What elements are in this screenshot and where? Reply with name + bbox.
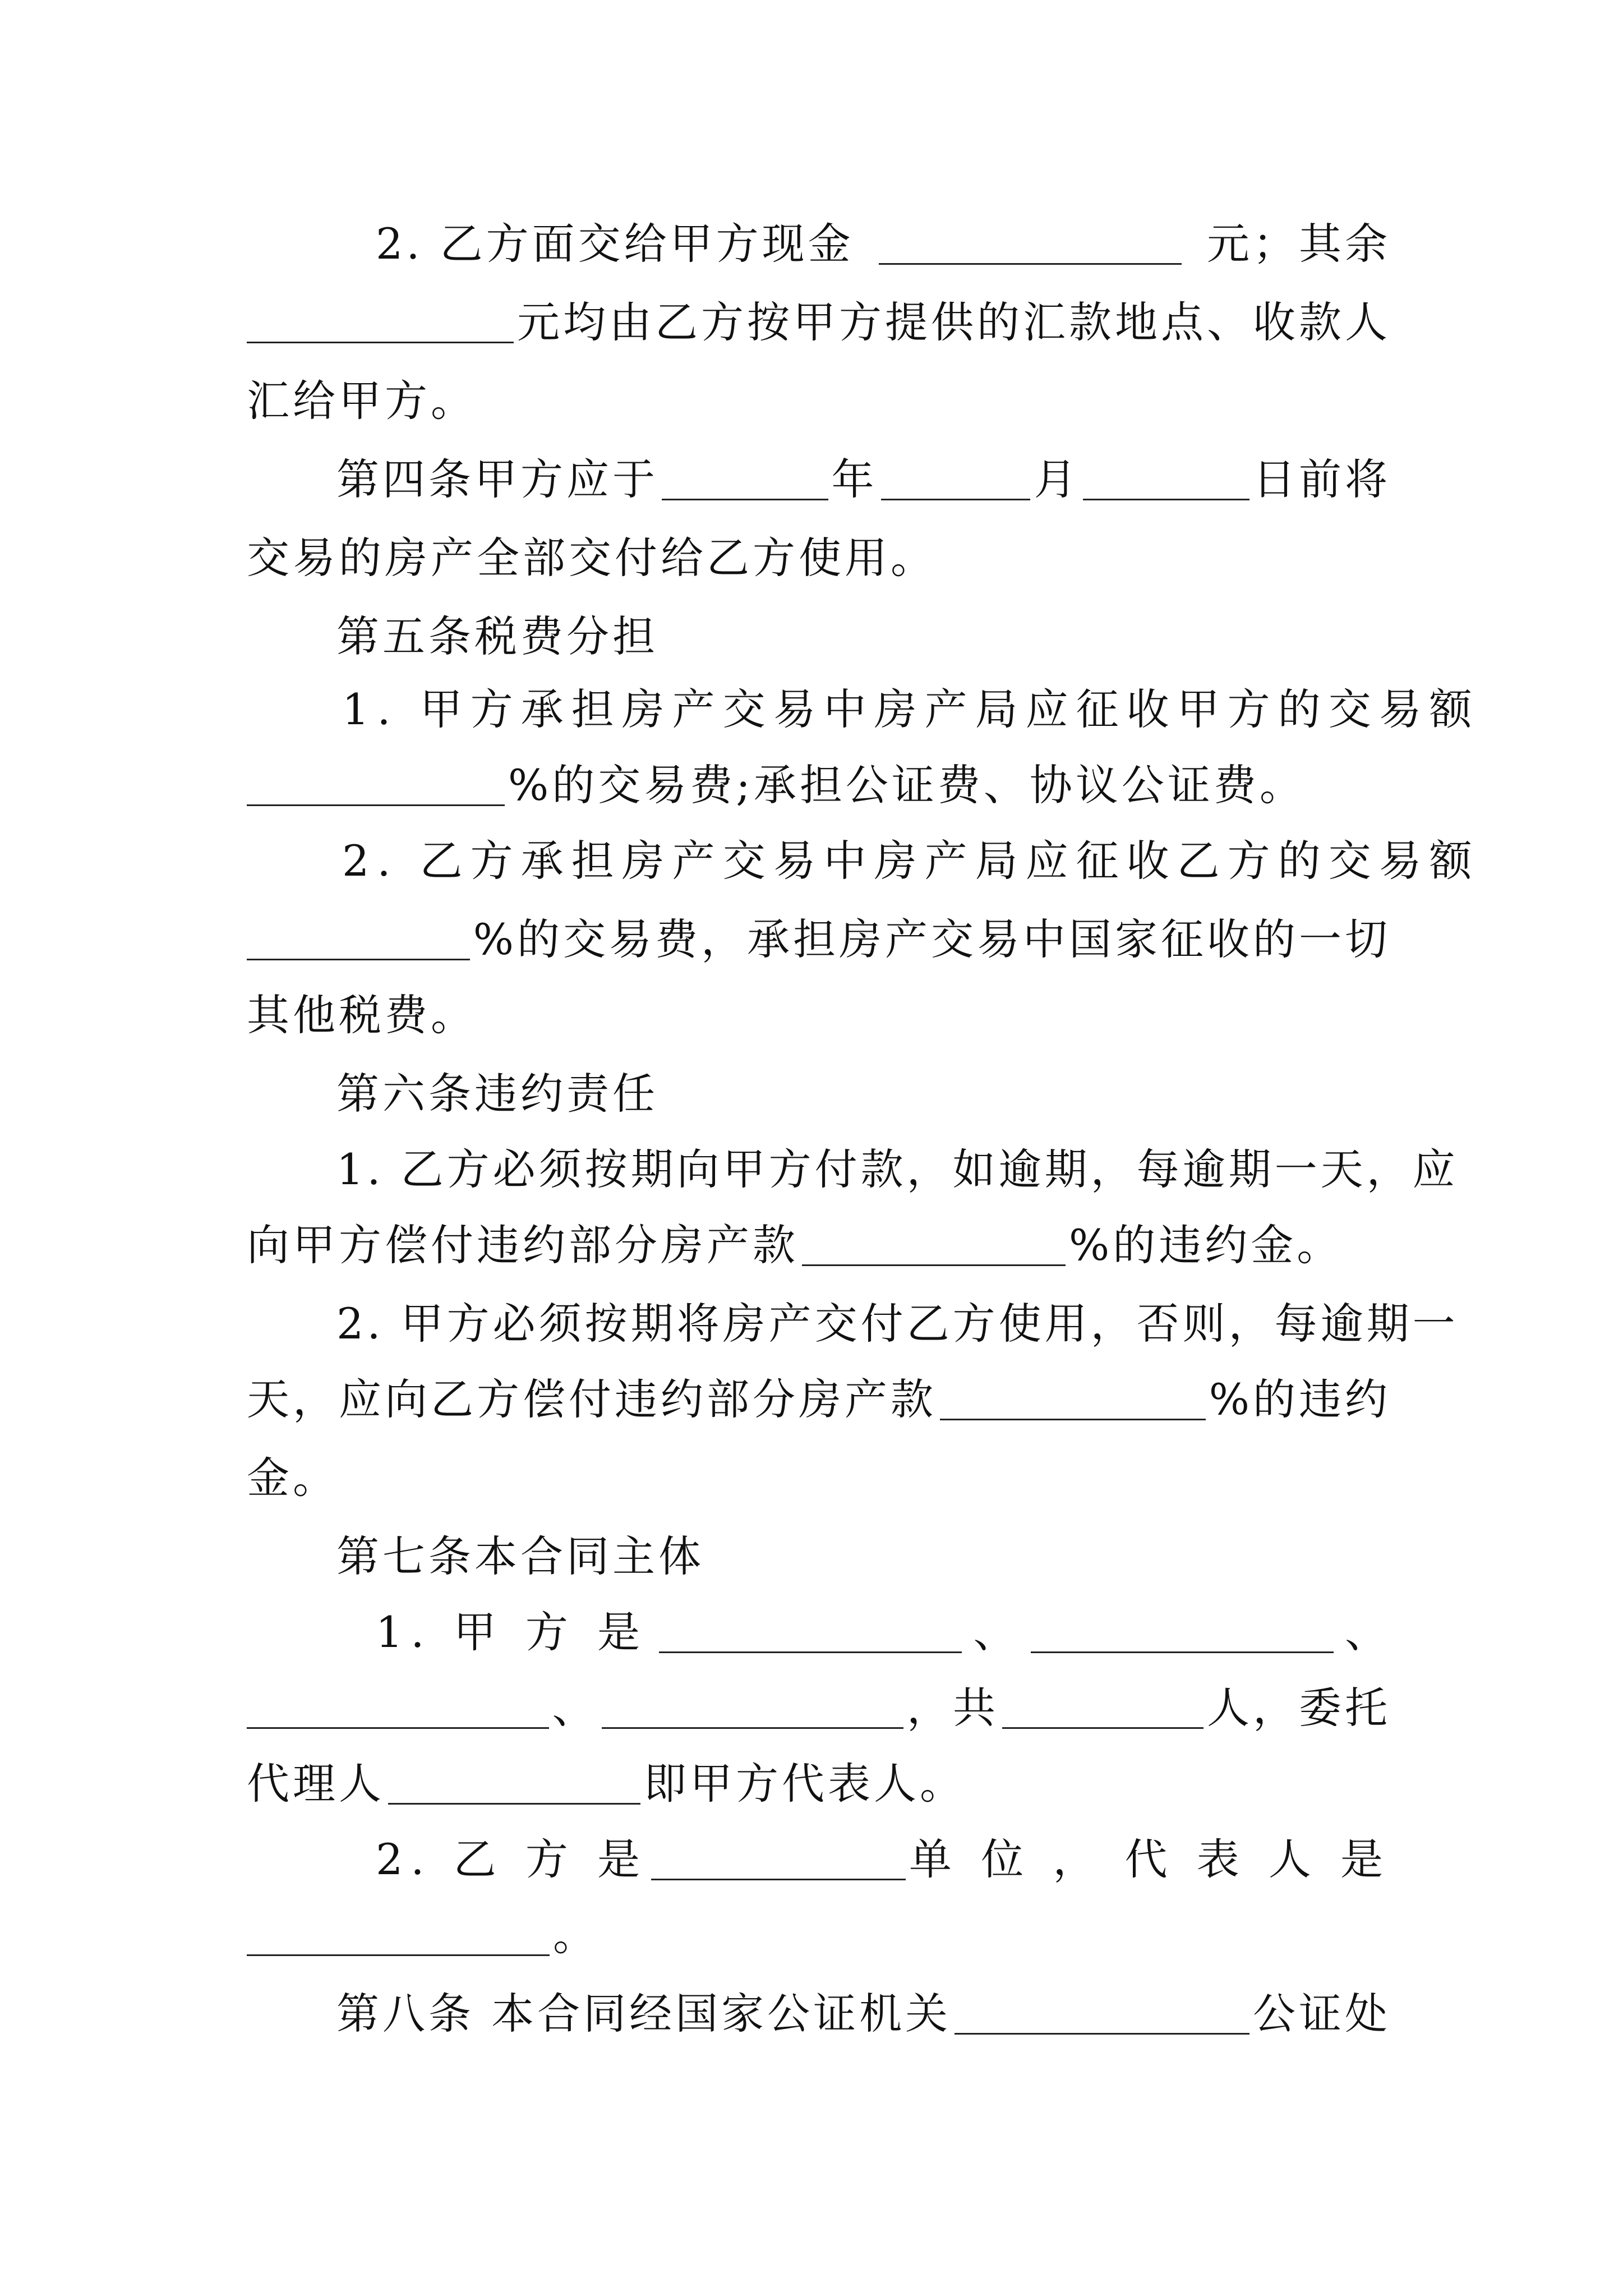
text-segment: ，共	[907, 1683, 999, 1733]
blank-field-notary[interactable]	[955, 1998, 1249, 2035]
text-segment: 日前将	[1252, 454, 1391, 504]
section-heading	[247, 1055, 1391, 1133]
text-segment: 即甲方代表人。	[644, 1759, 966, 1809]
paragraph-line	[247, 440, 1391, 519]
paragraph-line	[247, 283, 1391, 362]
paragraph-line	[247, 1820, 1391, 1899]
section-heading	[247, 597, 1391, 676]
text-segment: 第七条本合同主体	[336, 1531, 704, 1581]
paragraph-line	[247, 670, 1480, 749]
paragraph-line	[247, 746, 1391, 825]
paragraph-line	[247, 1285, 1459, 1363]
blank-field-penalty-b[interactable]	[940, 1384, 1206, 1420]
blank-field-cash[interactable]	[879, 228, 1182, 265]
text-segment: 向甲方偿付违约部分房产款	[247, 1220, 799, 1270]
section-heading	[247, 1517, 1391, 1596]
blank-field-party-b-unit[interactable]	[651, 1844, 906, 1880]
blank-field-penalty-a[interactable]	[802, 1230, 1066, 1266]
text-segment: 1. 乙方必须按期向甲方付款，如逾期，每逾期一天，应	[336, 1144, 1459, 1194]
paragraph-line	[247, 205, 1391, 283]
paragraph-line	[247, 519, 1391, 597]
text-segment: 第八条 本合同经国家公证机关	[336, 1989, 952, 2039]
paragraph-line	[247, 822, 1480, 900]
paragraph-line	[247, 1745, 1391, 1823]
text-segment: 元均由乙方按甲方提供的汇款地点、收款人	[517, 297, 1391, 347]
blank-field-month[interactable]	[881, 464, 1031, 500]
text-segment: 公证处	[1253, 1989, 1391, 2039]
text-segment: 2. 乙 方 是	[376, 1834, 648, 1884]
blank-field-party-a-2[interactable]	[1031, 1617, 1334, 1653]
paragraph-line	[247, 1360, 1391, 1439]
blank-field-party-a-3[interactable]	[247, 1692, 549, 1729]
blank-field-fee-b[interactable]	[247, 924, 470, 960]
text-segment: 人，委托	[1207, 1683, 1391, 1733]
paragraph-line	[247, 1896, 1391, 1975]
section-heading	[247, 1975, 1391, 2053]
paragraph-line	[247, 1669, 1391, 1747]
paragraph-line	[247, 362, 1391, 440]
text-segment: 、	[552, 1683, 598, 1733]
blank-field-fee-a[interactable]	[247, 770, 505, 806]
text-segment: %的交易费;承担公证费、协议公证费。	[508, 760, 1306, 810]
text-segment: 元；其余	[1206, 219, 1391, 269]
blank-field-party-a-count[interactable]	[1002, 1692, 1204, 1729]
text-segment: 1. 甲方承担房产交易中房产局应征收甲方的交易额	[342, 684, 1480, 734]
text-segment: 交易的房产全部交付给乙方使用。	[247, 533, 937, 583]
text-segment: 第五条税费分担	[336, 611, 658, 661]
text-segment: 。	[553, 1910, 599, 1960]
blank-field-year[interactable]	[662, 464, 828, 500]
text-segment: 天，应向乙方偿付违约部分房产款	[247, 1374, 937, 1424]
text-segment: 其他税费。	[247, 990, 477, 1040]
text-segment: 2. 乙方承担房产交易中房产局应征收乙方的交易额	[342, 836, 1480, 886]
paragraph-line	[247, 1439, 1391, 1517]
text-segment: 2. 乙方面交给甲方现金	[376, 219, 854, 269]
text-segment: 1. 甲 方 是	[376, 1607, 648, 1657]
text-segment: 月	[1034, 454, 1080, 504]
text-segment: 金。	[247, 1453, 339, 1503]
text-segment: %的交易费，承担房产交易中国家征收的一切	[473, 914, 1391, 964]
text-segment: 、	[1345, 1607, 1391, 1657]
blank-field-party-a-1[interactable]	[659, 1617, 962, 1653]
text-segment: 第六条违约责任	[336, 1069, 658, 1119]
blank-field-party-a-4[interactable]	[602, 1692, 904, 1729]
paragraph-line	[247, 1593, 1391, 1672]
paragraph-line	[247, 1130, 1459, 1209]
paragraph-line	[247, 976, 1391, 1055]
text-segment: %的违约	[1209, 1374, 1391, 1424]
text-segment: 代理人	[247, 1759, 385, 1809]
blank-field-remaining[interactable]	[247, 307, 514, 343]
blank-field-day[interactable]	[1083, 464, 1249, 500]
paragraph-line	[247, 900, 1391, 979]
text-segment: 第四条甲方应于	[336, 454, 658, 504]
text-segment: %的违约金。	[1069, 1220, 1343, 1270]
text-segment: 单 位 ， 代 表 人 是	[909, 1834, 1391, 1884]
text-segment: 汇给甲方。	[247, 376, 477, 426]
blank-field-agent[interactable]	[388, 1768, 640, 1805]
blank-field-party-b-rep[interactable]	[247, 1920, 550, 1956]
text-segment: 年	[831, 454, 878, 504]
text-segment: 2. 甲方必须按期将房产交付乙方使用，否则，每逾期一	[336, 1299, 1459, 1349]
paragraph-line	[247, 1206, 1391, 1285]
text-segment: 、	[973, 1607, 1020, 1657]
